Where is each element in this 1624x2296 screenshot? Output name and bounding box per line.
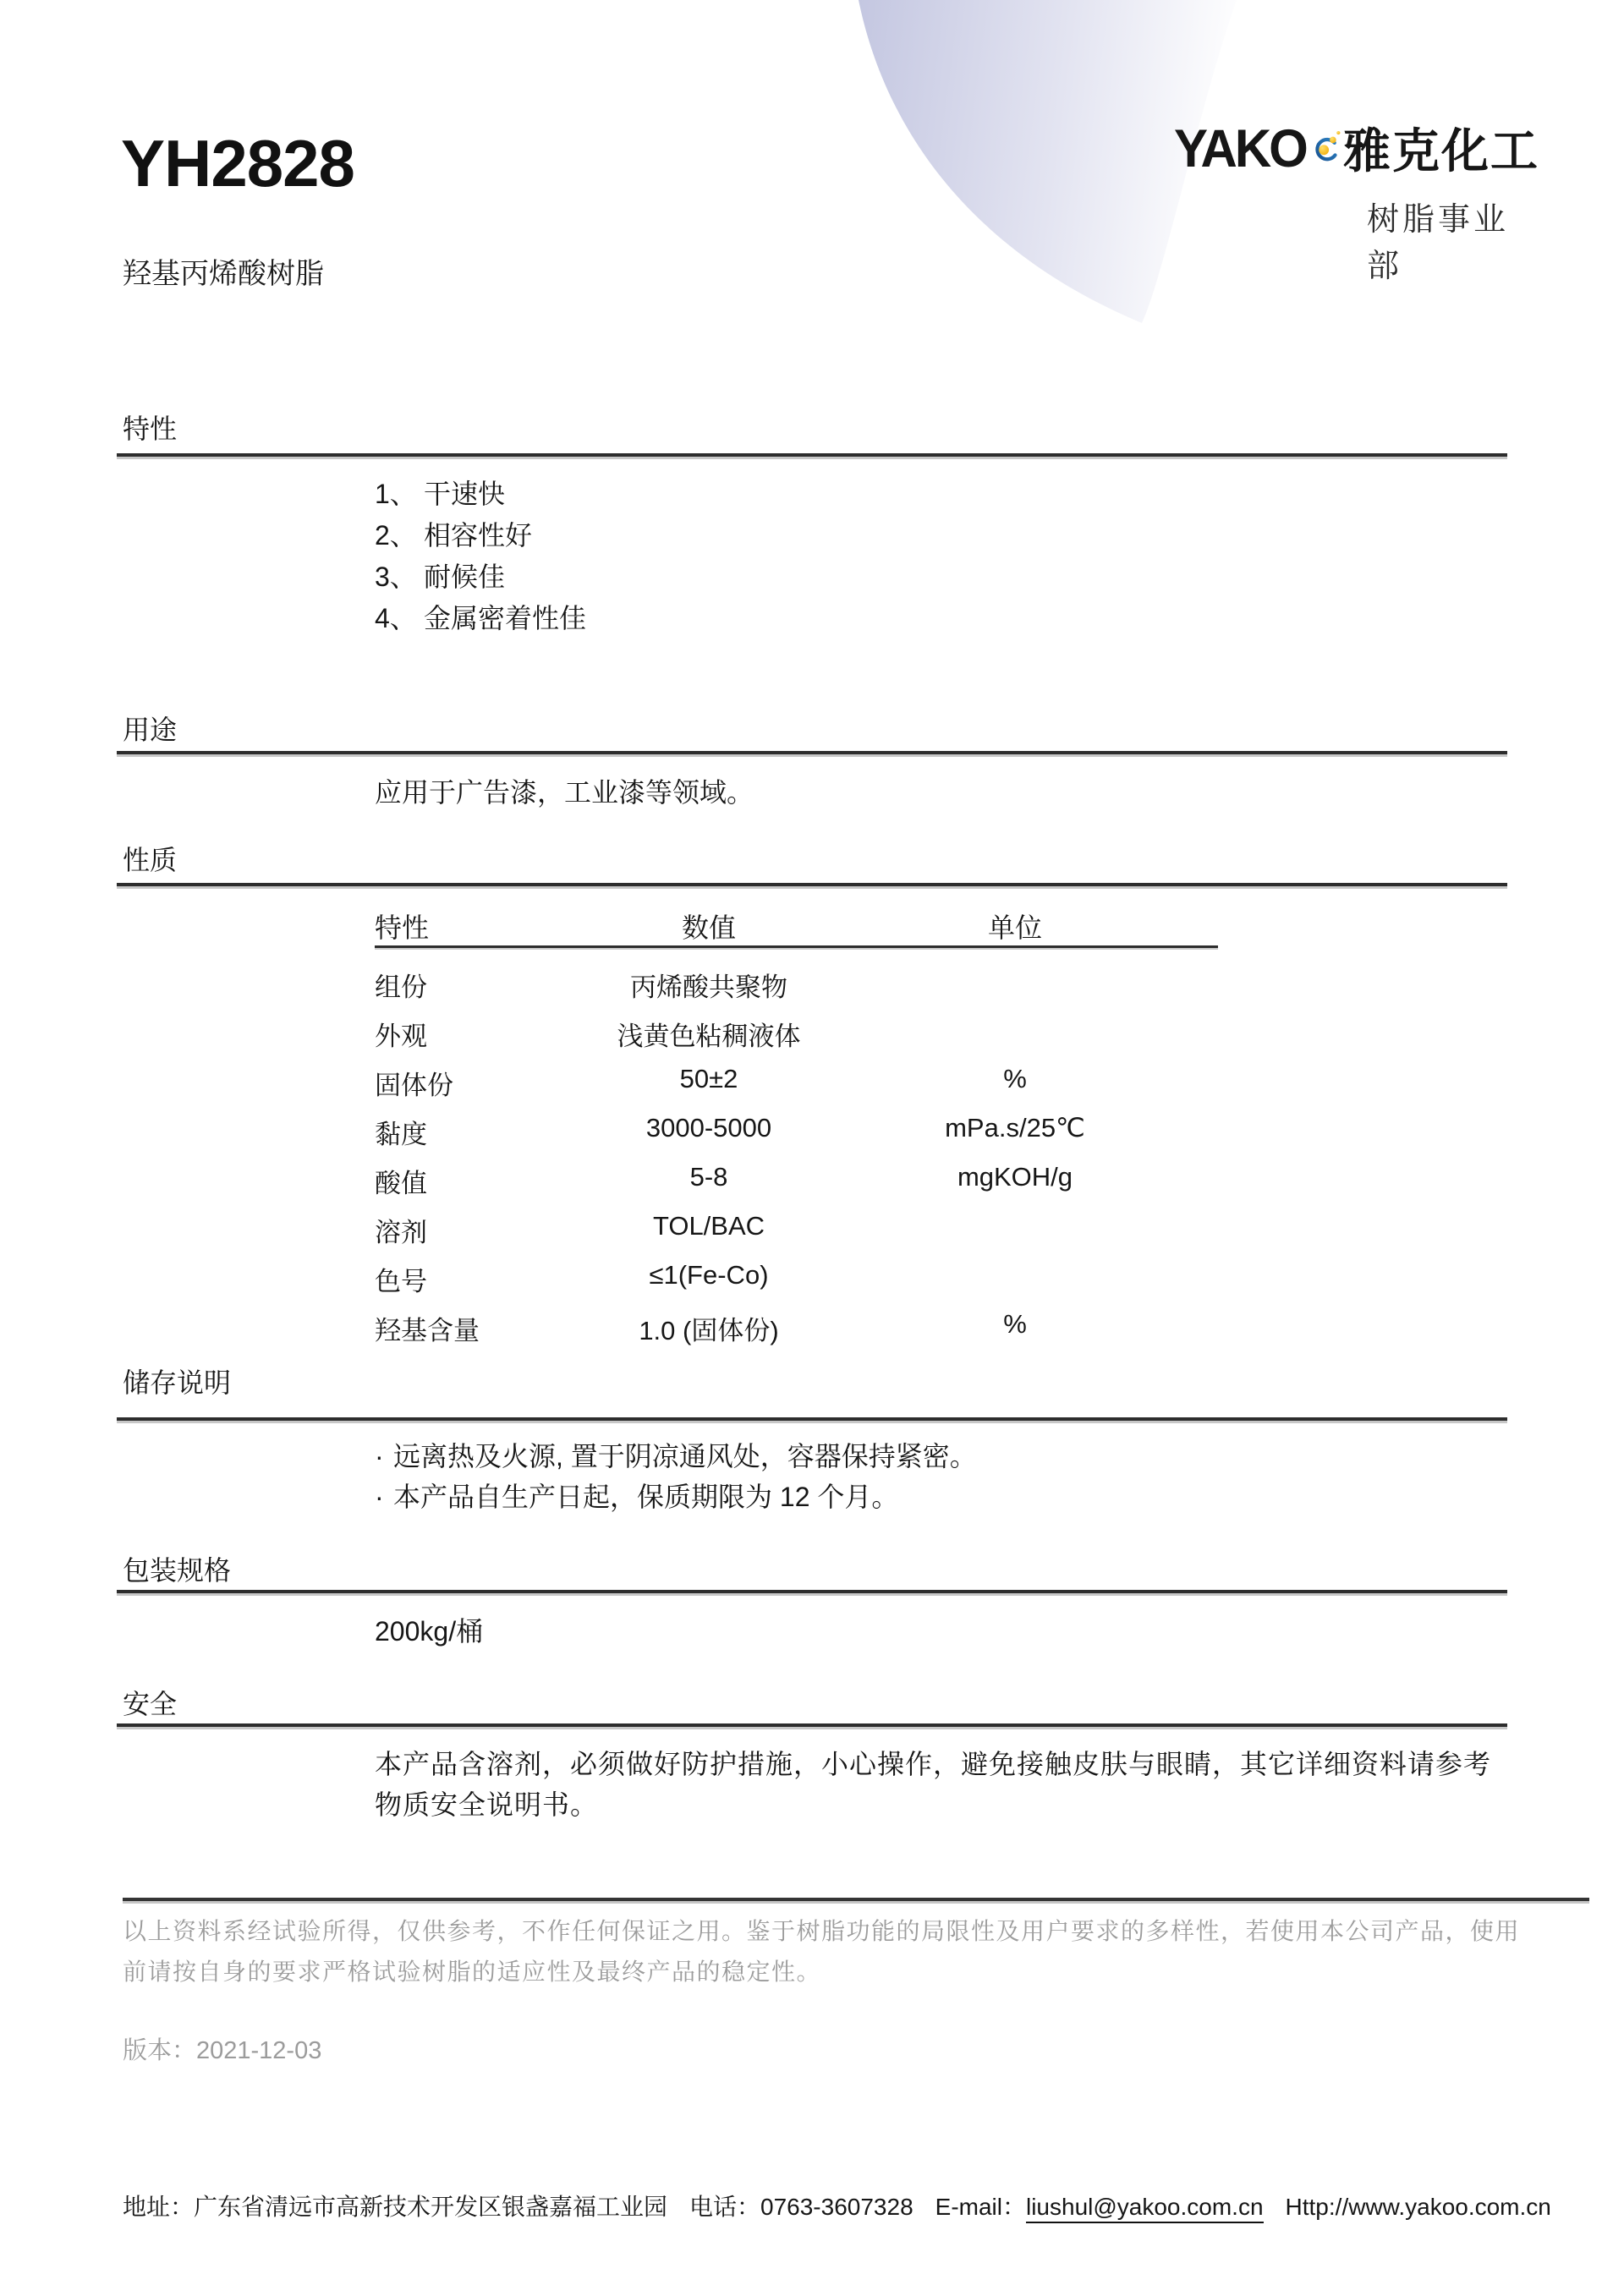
company-logo bbox=[1174, 112, 1539, 284]
product-subtitle: 羟基丙烯酸树脂 bbox=[123, 258, 324, 290]
feature-number: 3、 bbox=[375, 562, 417, 592]
section-title-storage: 储存说明 bbox=[123, 1367, 232, 1398]
property-unit bbox=[880, 1211, 1150, 1249]
email-link[interactable]: liushul@yakoo.com.cn bbox=[1026, 2194, 1264, 2223]
properties-header-row bbox=[375, 907, 1218, 945]
logo-division-text: 树脂事业部 bbox=[1367, 202, 1510, 284]
property-unit bbox=[880, 1260, 1150, 1298]
column-header-value: 数值 bbox=[681, 912, 736, 943]
column-header-name: 特性 bbox=[375, 912, 430, 943]
property-value: 浅黄色粘稠液体 bbox=[617, 1022, 801, 1051]
product-title: YH2828 bbox=[121, 126, 354, 200]
table-row bbox=[375, 1309, 1218, 1347]
feature-item bbox=[375, 515, 586, 556]
section-rule-storage bbox=[117, 1417, 1507, 1421]
property-name: 溶剂 bbox=[375, 1218, 427, 1247]
email-label: E-mail： bbox=[935, 2194, 1026, 2220]
footer-rule bbox=[123, 1898, 1589, 1901]
storage-list bbox=[375, 1436, 977, 1517]
property-unit: % bbox=[1003, 1064, 1027, 1093]
property-value: TOL/BAC bbox=[652, 1211, 765, 1241]
logo-brand-text: YAKO bbox=[1174, 118, 1306, 178]
property-name: 固体份 bbox=[375, 1071, 453, 1100]
table-row bbox=[375, 1113, 1218, 1151]
section-title-usage: 用途 bbox=[123, 715, 178, 745]
feature-number: 2、 bbox=[375, 520, 417, 551]
property-unit bbox=[880, 1015, 1150, 1053]
storage-text: 远离热及火源, 置于阴凉通风处，容器保持紧密。 bbox=[393, 1441, 977, 1471]
property-value: 丙烯酸共聚物 bbox=[630, 973, 787, 1002]
property-unit: mPa.s/25℃ bbox=[945, 1113, 1085, 1143]
section-rule-packaging bbox=[117, 1590, 1507, 1593]
address-text: 地址：广东省清远市高新技术开发区银盏嘉福工业园 bbox=[123, 2194, 668, 2220]
properties-header-rule bbox=[375, 945, 1218, 948]
table-row bbox=[375, 1015, 1218, 1053]
section-title-safety: 安全 bbox=[123, 1689, 178, 1719]
bullet-icon: · bbox=[375, 1482, 384, 1512]
feature-text: 干速快 bbox=[424, 479, 506, 509]
table-row bbox=[375, 1064, 1218, 1102]
feature-text: 相容性好 bbox=[424, 520, 533, 551]
section-rule-safety bbox=[117, 1723, 1507, 1727]
section-rule-properties bbox=[117, 883, 1507, 886]
disclaimer-text: 以上资料系经试验所得，仅供参考，不作任何保证之用。鉴于树脂功能的局限性及用户要求的多样性，若使用本公司产品，使用前请按自身的要求严格试验树脂的适应性及最终产品的稳定性。 bbox=[123, 1918, 1521, 1985]
feature-number: 4、 bbox=[375, 603, 417, 633]
property-value: 3000-5000 bbox=[645, 1113, 772, 1143]
website-text: Http://www.yakoo.com.cn bbox=[1285, 2194, 1551, 2220]
feature-item bbox=[375, 556, 586, 598]
storage-text: 本产品自生产日起，保质期限为 12 个月。 bbox=[393, 1482, 899, 1512]
feature-list bbox=[375, 474, 586, 639]
table-row bbox=[375, 1211, 1218, 1249]
bullet-icon: · bbox=[375, 1441, 384, 1471]
storage-item bbox=[375, 1436, 977, 1477]
feature-number: 1、 bbox=[375, 479, 417, 509]
section-title-properties: 性质 bbox=[123, 845, 178, 875]
section-title-features: 特性 bbox=[123, 414, 178, 444]
feature-item bbox=[375, 598, 586, 639]
section-title-packaging: 包装规格 bbox=[123, 1555, 232, 1586]
property-value: 50±2 bbox=[679, 1064, 738, 1093]
packaging-text: 200kg/桶 bbox=[375, 1616, 484, 1647]
table-row bbox=[375, 966, 1218, 1004]
section-rule-usage bbox=[117, 751, 1507, 754]
property-value: ≤1(Fe-Co) bbox=[649, 1260, 769, 1290]
property-name: 外观 bbox=[375, 1022, 427, 1051]
logo-company-text: 雅克化工 bbox=[1343, 124, 1539, 178]
usage-text: 应用于广告漆，工业漆等领域。 bbox=[375, 777, 754, 808]
property-name: 羟基含量 bbox=[375, 1316, 480, 1345]
contact-bar bbox=[123, 2189, 1551, 2222]
feature-text: 耐候佳 bbox=[424, 562, 506, 592]
property-name: 组份 bbox=[375, 973, 427, 1002]
property-name: 色号 bbox=[375, 1267, 427, 1296]
storage-item bbox=[375, 1477, 977, 1517]
table-row bbox=[375, 1260, 1218, 1298]
property-unit: mgKOH/g bbox=[957, 1162, 1073, 1192]
property-unit bbox=[880, 966, 1150, 1004]
feature-text: 金属密着性佳 bbox=[424, 603, 587, 633]
safety-text: 本产品含溶剂，必须做好防护措施，小心操作，避免接触皮肤与眼睛，其它详细资料请参考物质安全说明书。 bbox=[375, 1749, 1492, 1820]
property-name: 酸值 bbox=[375, 1169, 427, 1198]
phone-text: 电话：0763-3607328 bbox=[689, 2194, 914, 2220]
version-text: 版本：2021-12-03 bbox=[123, 2037, 322, 2064]
property-name: 黏度 bbox=[375, 1120, 427, 1149]
column-header-unit: 单位 bbox=[987, 912, 1042, 943]
feature-item bbox=[375, 474, 586, 515]
email-row bbox=[935, 2189, 1264, 2222]
logo-orbit-icon bbox=[1309, 103, 1341, 193]
section-rule-features bbox=[117, 453, 1507, 457]
property-unit: % bbox=[1003, 1309, 1027, 1339]
property-value: 1.0 (固体份) bbox=[639, 1316, 779, 1345]
table-row bbox=[375, 1162, 1218, 1200]
property-value: 5-8 bbox=[689, 1162, 728, 1192]
